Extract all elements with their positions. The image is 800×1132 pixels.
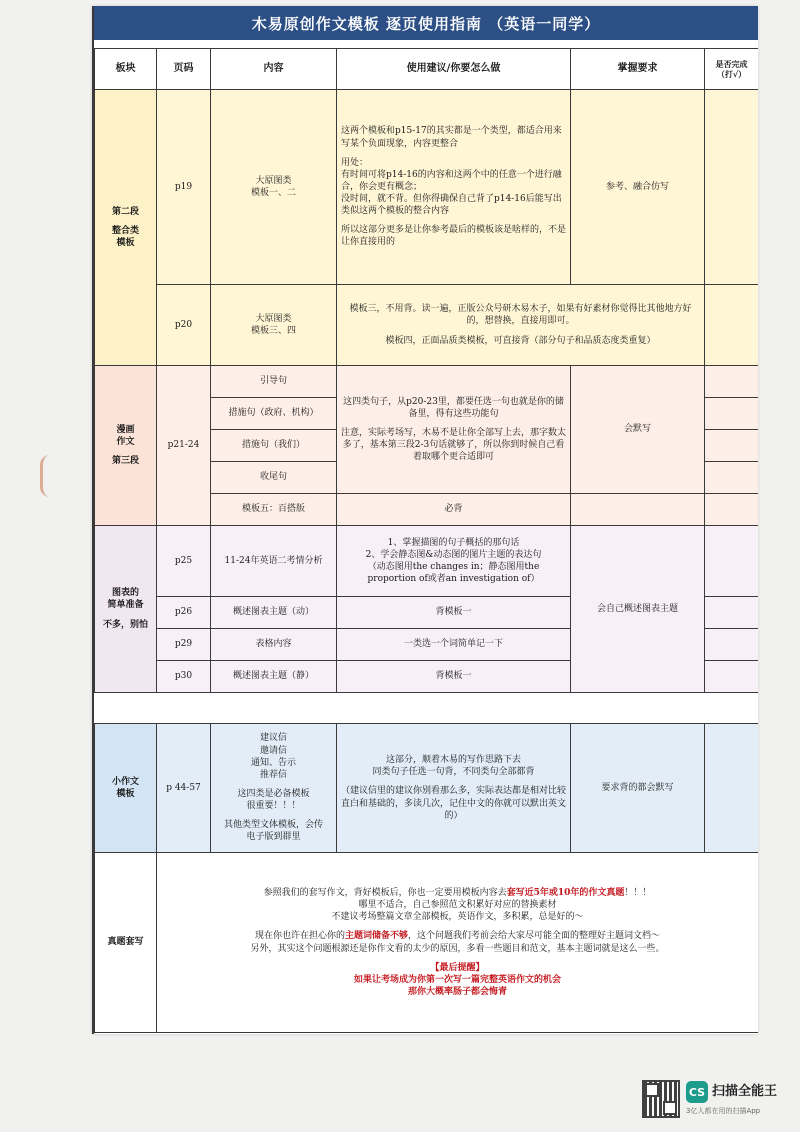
content-cell: 措施句（政府、机构） [211, 398, 337, 430]
page-cell: p21-24 [157, 366, 211, 526]
header-content: 内容 [211, 49, 337, 90]
content-cell: 概述图表主题（静） [211, 661, 337, 693]
exam-notes-cell: 参照我们的套写作文，背好模板后，你也一定要用模板内容去套写近5年或10年的作文真题！！！ 哪里不适合，自己参照范文积累好对应的替换素材 不建议考场整篇文章全部模板，英语作文，多积累，总是好的～ 现在你也许在担心你的主题词储备不够，这个问题我们考前会给大家尽可能全面的整理好主题词文档～ 另外，其实这个问题根源还是你作文看的太少的原因，多看一些题目和范文，基本主题词就是这么一些。 【最后提醒】 如果让考场成为你第一次写一篇完整英语作文的机会 那你大概率肠子都会悔青 [157, 853, 759, 1033]
page-cell: p25 [157, 526, 211, 597]
table-row [95, 526, 759, 597]
content-cell: 大原图类 模板一、二 [211, 90, 337, 285]
content-cell: 收尾句 [211, 462, 337, 494]
spacer-row [95, 693, 759, 724]
requirement-cell: 会自己概述图表主题 [571, 526, 705, 693]
page-cell: p20 [157, 285, 211, 366]
done-checkbox-cell[interactable] [705, 526, 759, 597]
content-cell: 措施句（我们） [211, 430, 337, 462]
page-cell: p29 [157, 629, 211, 661]
advice-cell: 一类选一个词简单记一下 [337, 629, 571, 661]
table-row [95, 366, 759, 398]
advice-cell: 模板三，不用背。读一遍，正版公众号研木易木子，如果有好素材你觉得比其他地方好的，想替换，直接用即可。 模板四，正面品质类模板，可直接背（部分句子和品质态度类重复） [337, 285, 705, 366]
done-checkbox-cell[interactable] [705, 90, 759, 285]
requirement-cell: 要求背的都会默写 [571, 724, 705, 853]
advice-cell: 1、掌握描图的句子概括的那句话 2、学会静态图&动态图的图片主题的表达句 （动态图用the changes in；静态图用the proportion of或者an investigation of） [337, 526, 571, 597]
header-requirement: 掌握要求 [571, 49, 705, 90]
header-section: 板块 [95, 49, 157, 90]
camscanner-logo-icon: CS [686, 1081, 708, 1103]
done-checkbox-cell[interactable] [705, 597, 759, 629]
requirement-cell [571, 494, 705, 526]
content-cell: 大原图类 模板三、四 [211, 285, 337, 366]
advice-cell: 这两个模板和p15-17的其实都是一个类型，都适合用来写某个负面现象，内容更整合 用处： 有时间可将p14-16的内容和这两个中的任意一个进行融合，你会更有概念； 没时间，就不背。但你得确保自己背了p14-16后能写出类似这两个模板的整合内容 所以这部分更多是让你参考最后的模板该是啥样的，不是让你直接用的 [337, 90, 571, 285]
content-cell: 表格内容 [211, 629, 337, 661]
table-row [95, 724, 759, 853]
brand-tagline: 3亿人都在用的扫描App [686, 1107, 761, 1115]
table-row [95, 853, 759, 1033]
content-cell: 概述图表主题（动） [211, 597, 337, 629]
guide-table [94, 48, 758, 1033]
section-label: 图表的 简单准备 不多，别怕 [95, 526, 157, 693]
page-cell: p26 [157, 597, 211, 629]
qr-code-icon [642, 1080, 680, 1118]
advice-cell: 这部分，顺着木易的写作思路下去 同类句子任选一句背，不同类句全部都背 （建议信里的建议你别看那么多，实际表达都是相对比较直白和基础的，多读几次，记住中文的你就可以默出英文的） [337, 724, 571, 853]
done-checkbox-cell[interactable] [705, 430, 759, 462]
page-cell: p30 [157, 661, 211, 693]
section-label: 漫画 作文 第三段 [95, 366, 157, 526]
done-checkbox-cell[interactable] [705, 661, 759, 693]
page-cell: p19 [157, 90, 211, 285]
content-cell: 引导句 [211, 366, 337, 398]
page-title: 木易原创作文模板 逐页使用指南 （英语一同学） [94, 6, 758, 40]
section-label: 第二段 整合类 模板 [95, 90, 157, 366]
content-cell: 建议信 邀请信 通知、告示 推荐信 这四类是必备模板 很重要！！！ 其他类型文体模板，会传 电子版到群里 [211, 724, 337, 853]
advice-cell: 必背 [337, 494, 571, 526]
section-label: 真题套写 [95, 853, 157, 1033]
advice-cell: 背模板一 [337, 597, 571, 629]
done-checkbox-cell[interactable] [705, 398, 759, 430]
requirement-cell: 参考、融合仿写 [571, 90, 705, 285]
advice-cell: 背模板一 [337, 661, 571, 693]
requirement-cell: 会默写 [571, 366, 705, 494]
section-label: 小作文 模板 [95, 724, 157, 853]
document-sheet [92, 6, 758, 1034]
brand-name: 扫描全能王 [712, 1084, 778, 1099]
header-page: 页码 [157, 49, 211, 90]
done-checkbox-cell[interactable] [705, 494, 759, 526]
done-checkbox-cell[interactable] [705, 366, 759, 398]
header-row [95, 49, 759, 90]
content-cell: 11-24年英语二考情分析 [211, 526, 337, 597]
done-checkbox-cell[interactable] [705, 629, 759, 661]
advice-cell: 这四类句子，从p20-23里，都要任选一句也就是你的储备里，得有这些功能句 注意，实际考场写，木易不是让你全部写上去，那字数太多了，基本第三段2-3句话就够了，所以你到时候自己看着取哪个更合适即可 [337, 366, 571, 494]
table-row [95, 285, 759, 366]
header-advice: 使用建议/你要怎么做 [337, 49, 571, 90]
page-binding-mark [40, 455, 57, 497]
page-cell: p 44-57 [157, 724, 211, 853]
done-checkbox-cell[interactable] [705, 285, 759, 366]
header-done: 是否完成（打√） [705, 49, 759, 90]
table-row [95, 90, 759, 285]
done-checkbox-cell[interactable] [705, 724, 759, 853]
done-checkbox-cell[interactable] [705, 462, 759, 494]
final-reminder-title: 【最后提醒】 [430, 962, 485, 973]
content-cell: 模板五：百搭版 [211, 494, 337, 526]
